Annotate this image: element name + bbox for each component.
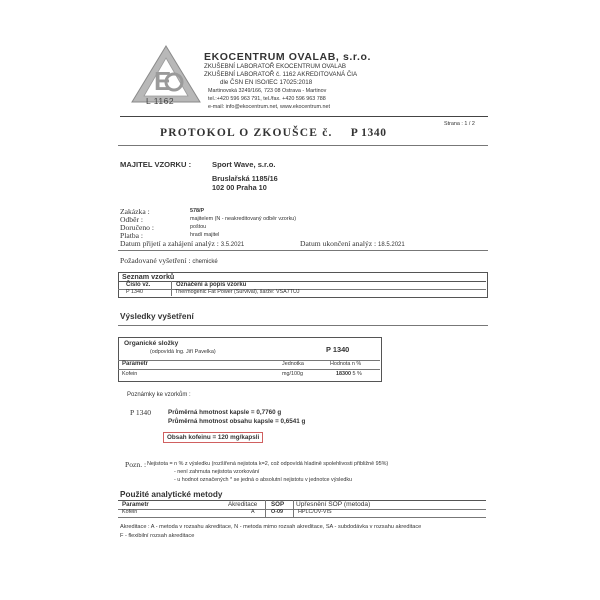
owner-name: Sport Wave, s.r.o. bbox=[212, 160, 276, 169]
delivery-value: poštou bbox=[190, 224, 207, 230]
sample-row-desc: Thermogenic Fat Power (Survival), šarže: VSA7TUJ bbox=[175, 289, 300, 295]
methods-col-sop: SOP bbox=[271, 501, 285, 508]
date-received-label: Datum přijetí a zahájení analýz : bbox=[120, 239, 219, 248]
results-heading-rule bbox=[118, 325, 488, 326]
notes-label: Poznámky ke vzorkům : bbox=[127, 392, 191, 398]
owner-city: 102 00 Praha 10 bbox=[212, 183, 267, 192]
methods-row-desc: HPLC/UV-VIS bbox=[298, 509, 332, 515]
lab-email: e-mail: info@ekocentrum.net, www.ekocentrum.net bbox=[208, 104, 331, 110]
methods-col-accr: Akreditace bbox=[228, 501, 258, 508]
notes-sample-id: P 1340 bbox=[130, 408, 152, 417]
results-col-value: Hodnota n % bbox=[330, 361, 362, 367]
dates-divider bbox=[118, 250, 488, 251]
footer-accreditation: Akreditace : A - metoda v rozsahu akreditace, N - metoda mimo rozsah akreditace, SA - subdodávka v rozsahu akreditace bbox=[120, 524, 422, 530]
lab-line-3: dle ČSN EN ISO/IEC 17025:2018 bbox=[220, 79, 313, 86]
payment-label: Platba : bbox=[120, 231, 143, 240]
methods-col-desc: Upřesnění SOP (metoda) bbox=[296, 501, 371, 508]
lab-address: Martinovská 3249/166, 723 08 Ostrava - Martinov bbox=[208, 88, 327, 94]
results-col-param: Parametr bbox=[122, 361, 149, 367]
results-param: Kofein bbox=[122, 371, 138, 377]
requested-exam bbox=[120, 256, 218, 265]
date-finished bbox=[300, 239, 405, 248]
delivery-label: Doručeno : bbox=[120, 223, 154, 232]
methods-col-param: Parametr bbox=[122, 501, 149, 508]
owner-street: Bruslařská 1185/16 bbox=[212, 174, 278, 183]
sample-list-title: Seznam vzorků bbox=[122, 272, 175, 281]
requested-exam-label: Požadované vyšetření : bbox=[120, 256, 191, 265]
pozn-label: Pozn. : bbox=[125, 460, 147, 469]
date-finished-label: Datum ukončení analýz : bbox=[300, 239, 377, 248]
sample-col-desc: Označení a popis vzorku bbox=[176, 282, 247, 288]
notes-highlight: Obsah kofeinu = 120 mg/kapsli bbox=[163, 432, 263, 443]
requested-exam-value: chemické bbox=[192, 259, 218, 265]
results-heading: Výsledky vyšetření bbox=[120, 312, 194, 321]
sample-list-title-rule bbox=[118, 281, 486, 282]
sample-row-id: P 1340 bbox=[126, 289, 143, 295]
sampling-value: majitelem (N - neakreditovaný odběr vzorku) bbox=[190, 216, 297, 222]
pozn-line-3: - u hodnot označených * se jedná o absolutní nejistotu v jednotce výsledku bbox=[174, 477, 353, 483]
title-underline bbox=[118, 145, 488, 146]
notes-line-2: Průměrná hmotnost obsahu kapsle = 0,6541 g bbox=[168, 418, 306, 425]
methods-heading: Použité analytické metody bbox=[120, 490, 223, 499]
protocol-number: P 1340 bbox=[350, 127, 387, 139]
methods-row-sop: O-09 bbox=[271, 509, 283, 515]
results-sample-id: P 1340 bbox=[326, 345, 350, 354]
date-received bbox=[120, 239, 244, 248]
date-finished-value: 18.5.2021 bbox=[378, 242, 405, 248]
results-header-rule bbox=[118, 369, 380, 370]
svg-text:E: E bbox=[154, 66, 172, 96]
footer-flexible: F - flexibilní rozsah akreditace bbox=[120, 533, 195, 539]
sample-header-rule bbox=[118, 289, 486, 290]
notes-line-1: Průměrná hmotnost kapsle = 0,7760 g bbox=[168, 409, 282, 416]
methods-header-row bbox=[118, 500, 486, 509]
results-value-extra: 5 % bbox=[352, 371, 362, 377]
pozn-line-2: - není zahrnuta nejistota vzorkování bbox=[174, 469, 260, 475]
results-unit: mg/100g bbox=[282, 371, 303, 377]
sampling-label: Odběr : bbox=[120, 215, 143, 224]
order-label: Zakázka : bbox=[120, 207, 150, 216]
logo-code: L 1162 bbox=[146, 96, 175, 106]
lab-line-1: ZKUŠEBNÍ LABORATOŘ EKOCENTRUM OVALAB bbox=[204, 63, 346, 70]
lab-phone: tel.:+420 596 963 791, tel./fax. +420 596 963 788 bbox=[208, 96, 326, 102]
results-group: Organické složky bbox=[124, 340, 179, 347]
lab-line-2: ZKUŠEBNÍ LABORATOŘ č. 1162 AKREDITOVANÁ ČIA bbox=[204, 71, 358, 78]
payment-value: hradí majitel bbox=[190, 232, 220, 238]
methods-bottom-rule bbox=[118, 517, 486, 518]
sample-col-id: Číslo vz. bbox=[126, 282, 151, 288]
company-name: EKOCENTRUM OVALAB, s.r.o. bbox=[204, 51, 372, 63]
methods-row-accr: A bbox=[251, 509, 255, 515]
sample-col-divider bbox=[171, 281, 172, 296]
results-col-unit: Jednotka bbox=[282, 361, 304, 367]
page-indicator: Strana : 1 / 2 bbox=[444, 121, 475, 127]
protocol-title-text: PROTOKOL O ZKOUŠCE č. bbox=[160, 127, 333, 139]
results-value-number: 18300 bbox=[336, 371, 351, 377]
pozn-line-1: Nejistota = n % z výsledku (rozšířená nejistota k=2, což odpovídá hladině spolehlivosti přibližně 95%) bbox=[147, 461, 389, 467]
header-divider bbox=[120, 116, 488, 117]
methods-row bbox=[118, 509, 486, 517]
owner-label: MAJITEL VZORKU : bbox=[120, 160, 192, 169]
results-value bbox=[336, 371, 362, 378]
order-value: 578/P bbox=[190, 208, 205, 214]
date-received-value: 3.5.2021 bbox=[220, 242, 245, 248]
results-responsible: (odpovídá Ing. Jiří Pavelka) bbox=[150, 349, 216, 355]
protocol-title bbox=[160, 127, 387, 139]
methods-row-param: Kofein bbox=[122, 509, 138, 515]
